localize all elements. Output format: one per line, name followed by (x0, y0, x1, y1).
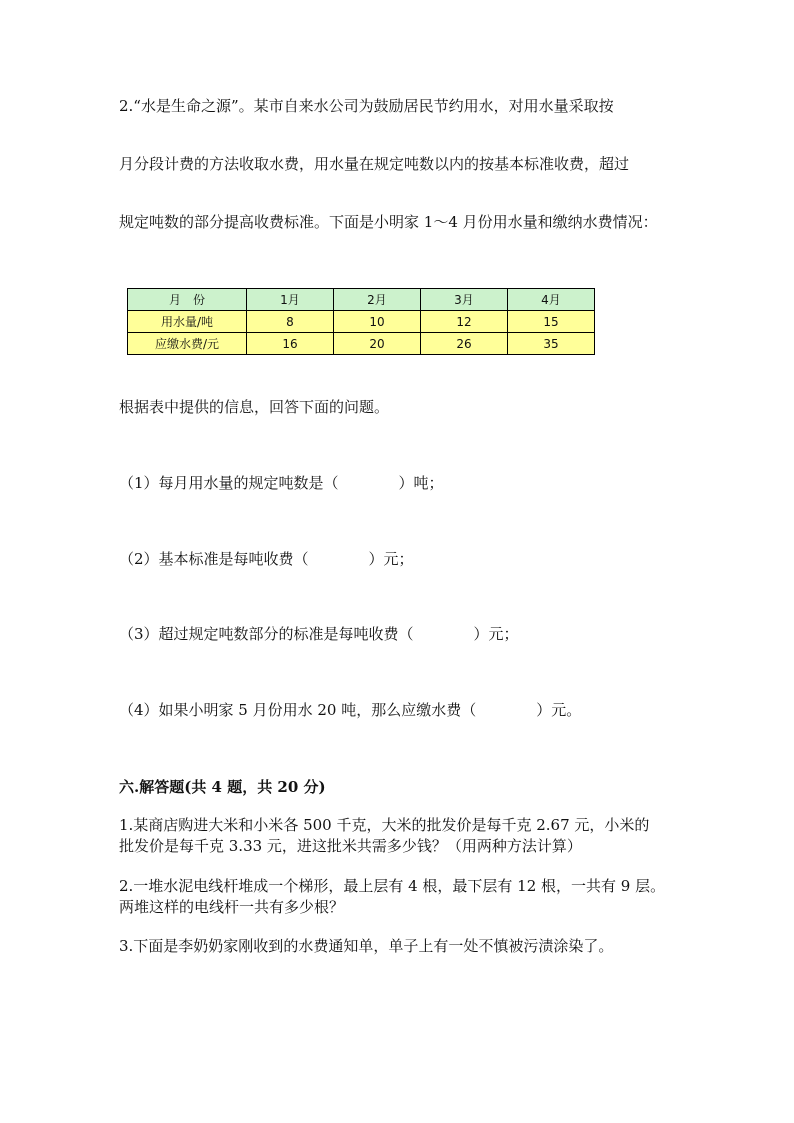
table-cell: 用水量/吨 (128, 311, 247, 333)
table-header-cell: 3月 (421, 289, 508, 311)
table-cell: 26 (421, 333, 508, 355)
q2-intro-line-3: 规定吨数的部分提高收费标准。下面是小明家 1～4 月份用水量和缴纳水费情况： (119, 213, 658, 231)
water-usage-table (127, 288, 595, 355)
table-header-row (128, 289, 595, 311)
table-cell: 应缴水费/元 (128, 333, 247, 355)
table-header-cell: 2月 (334, 289, 421, 311)
table-cell: 16 (247, 333, 334, 355)
q2-sub-question-1: （1）每月用水量的规定吨数是（ ）吨； (119, 474, 444, 492)
table-cell: 35 (508, 333, 595, 355)
table-cell: 20 (334, 333, 421, 355)
problem-1-line-1: 1.某商店购进大米和小米各 500 千克，大米的批发价是每千克 2.67 元，小米的 (119, 816, 650, 834)
problem-2-line-1: 2.一堆水泥电线杆堆成一个梯形，最上层有 4 根，最下层有 12 根，一共有 9 层。 (119, 877, 666, 895)
section-title: 六.解答题(共 4 题，共 20 分) (119, 778, 326, 796)
problem-2-line-2: 两堆这样的电线杆一共有多少根？ (119, 898, 345, 916)
q2-intro-line-1: 2.“水是生命之源”。某市自来水公司为鼓励居民节约用水，对用水量采取按 (119, 97, 614, 115)
table-cell: 15 (508, 311, 595, 333)
table-cell: 10 (334, 311, 421, 333)
table-header-cell: 1月 (247, 289, 334, 311)
table-cell: 8 (247, 311, 334, 333)
q2-intro-line-2: 月分段计费的方法收取水费，用水量在规定吨数以内的按基本标准收费，超过 (119, 155, 630, 173)
q2-sub-question-3: （3）超过规定吨数部分的标准是每吨收费（ ）元； (119, 625, 519, 643)
table-cell: 12 (421, 311, 508, 333)
table-header-cell: 月 份 (128, 289, 247, 311)
problem-1-line-2: 批发价是每千克 3.33 元，进这批米共需多少钱？（用两种方法计算） (119, 837, 582, 855)
table-row (128, 333, 595, 355)
q2-sub-question-2: （2）基本标准是每吨收费（ ）元； (119, 550, 414, 568)
q2-sub-question-4: （4）如果小明家 5 月份用水 20 吨，那么应缴水费（ ）元。 (119, 701, 582, 719)
q2-prompt: 根据表中提供的信息，回答下面的问题。 (119, 398, 390, 416)
problem-3-line-1: 3.下面是李奶奶家刚收到的水费通知单，单子上有一处不慎被污渍涂染了。 (119, 937, 614, 955)
table-row (128, 311, 595, 333)
table-header-cell: 4月 (508, 289, 595, 311)
